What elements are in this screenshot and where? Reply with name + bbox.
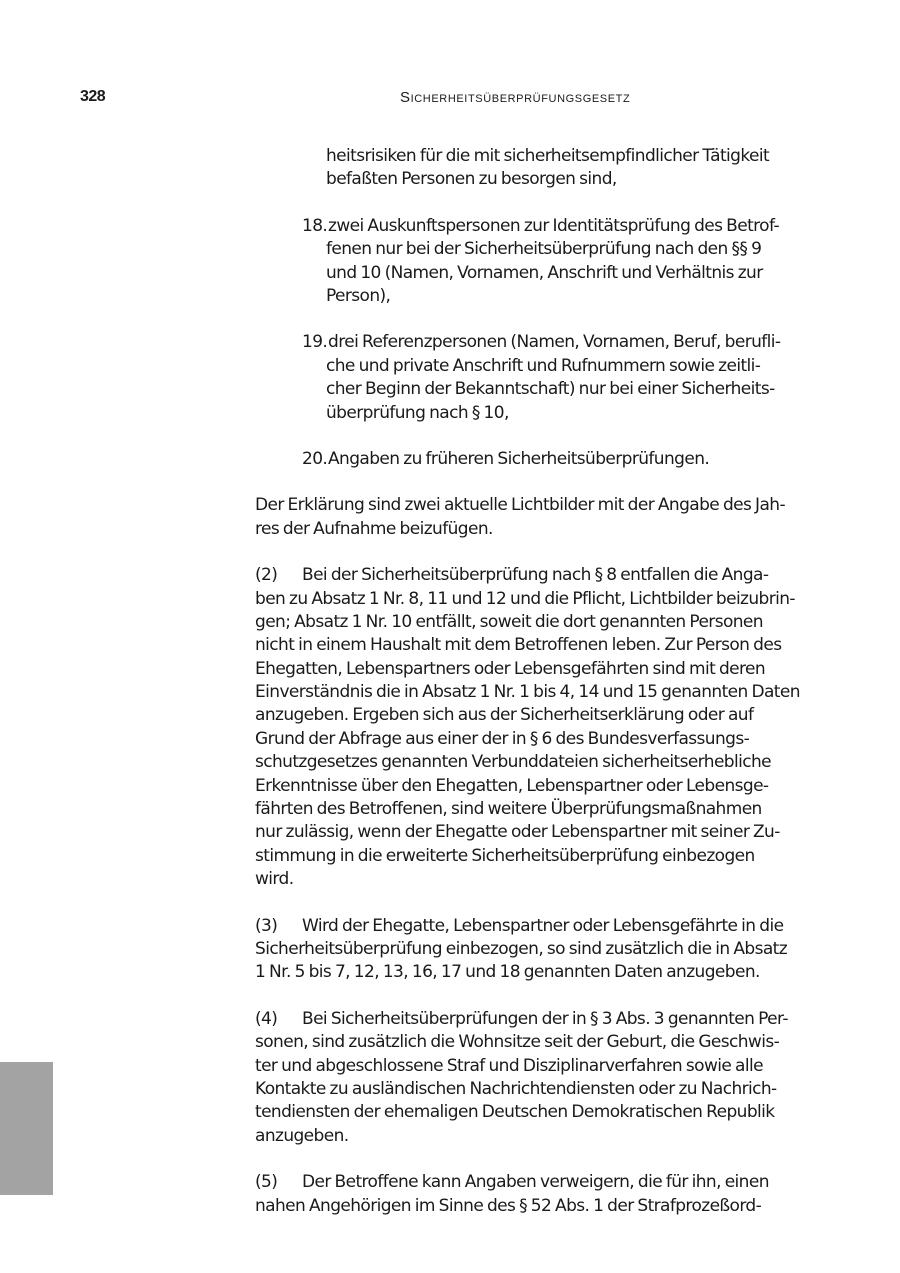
text-line: gen; Absatz 1 Nr. 10 entfällt, soweit die dort genannten Personen [255, 611, 763, 632]
closing-sentence [255, 494, 811, 541]
text-line: wird. [255, 869, 294, 890]
paragraph-label: (4) [255, 1008, 278, 1029]
text-line: cher Beginn der Bekanntschaft) nur bei einer Sicherheits- [326, 379, 775, 400]
text-line: Kontakte zu ausländischen Nachrichtendiensten oder zu Nachrich- [255, 1078, 777, 1099]
text-line: Angaben zu früheren Sicherheitsüberprüfungen. [328, 448, 710, 469]
text-line: Ehegatten, Lebenspartners oder Lebensgefährten sind mit deren [255, 658, 766, 679]
text-line: tendiensten der ehemaligen Deutschen Demokratischen Republik [255, 1102, 775, 1123]
text-line: ben zu Absatz 1 Nr. 8, 11 und 12 und die Pflicht, Lichtbilder beizubrin- [255, 588, 795, 609]
list-item-19 [255, 331, 811, 354]
body-text [255, 145, 811, 1218]
text-line: Der Erklärung sind zwei aktuelle Lichtbilder mit der Angabe des Jah- [255, 495, 785, 516]
list-item-20 [255, 448, 811, 471]
text-line: Einverständnis die in Absatz 1 Nr. 1 bis 4, 14 und 15 genannten Daten [255, 682, 800, 703]
text-line: stimmung in die erweiterte Sicherheitsüberprüfung einbezogen [255, 845, 755, 866]
paragraph-5 [255, 1171, 811, 1218]
text-line: Bei der Sicherheitsüberprüfung nach § 8 entfallen die Anga- [302, 565, 769, 586]
text-line: fenen nur bei der Sicherheitsüberprüfung nach den §§ 9 [326, 239, 762, 260]
paragraph-label: (2) [255, 565, 278, 586]
text-line: Der Betroffene kann Angaben verweigern, die für ihn, einen [302, 1172, 769, 1193]
text-line: schutzgesetzes genannten Verbunddateien sicherheitserhebliche [255, 752, 772, 773]
list-item-number: 19. [302, 332, 328, 353]
continuation-block [255, 145, 811, 192]
running-title: Sicherheitsüberprüfungsgesetz [400, 89, 631, 106]
text-line: drei Referenzpersonen (Namen, Vornamen, Beruf, berufli- [328, 332, 781, 353]
paragraph-label: (5) [255, 1172, 278, 1193]
text-line: heitsrisiken für die mit sicherheitsempfindlicher Tätigkeit [326, 146, 770, 166]
text-line: Bei Sicherheitsüberprüfungen der in § 3 Abs. 3 genannten Per- [302, 1008, 788, 1029]
text-line: anzugeben. Ergeben sich aus der Sicherheitserklärung oder auf [255, 705, 754, 726]
list-item-number: 18. [302, 215, 328, 236]
text-line: Sicherheitsüberprüfung einbezogen, so sind zusätzlich die in Absatz [255, 938, 788, 959]
text-line: 1 Nr. 5 bis 7, 12, 13, 16, 17 und 18 genannten Daten anzugeben. [255, 962, 760, 983]
text-line: überprüfung nach § 10, [326, 402, 509, 423]
thumb-index-tab [0, 1062, 53, 1195]
text-line: und 10 (Namen, Vornamen, Anschrift und Verhältnis zur [326, 262, 763, 283]
list-item-number: 20. [302, 448, 328, 469]
text-line: nahen Angehörigen im Sinne des § 52 Abs. 1 der Strafprozeßord- [255, 1195, 762, 1216]
text-line: zwei Auskunftspersonen zur Identitätsprüfung des Betrof- [328, 215, 779, 236]
text-line: che und private Anschrift und Rufnummern sowie zeitli- [326, 355, 761, 376]
text-line: fährten des Betroffenen, sind weitere Überprüfungsmaßnahmen [255, 799, 762, 820]
text-line: anzugeben. [255, 1125, 349, 1146]
text-line: Person), [326, 285, 391, 306]
text-line: res der Aufnahme beizufügen. [255, 518, 493, 539]
text-line: Wird der Ehegatte, Lebenspartner oder Lebensgefährte in die [302, 915, 784, 936]
list-item-18 [255, 215, 811, 238]
paragraph-3 [255, 915, 811, 985]
paragraph-4 [255, 1008, 811, 1148]
page-number: 328 [80, 88, 106, 105]
text-line: nur zulässig, wenn der Ehegatte oder Lebenspartner mit seiner Zu- [255, 822, 780, 843]
text-line: Grund der Abfrage aus einer der in § 6 des Bundesverfassungs- [255, 728, 750, 749]
text-line: Erkenntnisse über den Ehegatten, Lebenspartner oder Lebensge- [255, 775, 769, 796]
paragraph-label: (3) [255, 915, 278, 936]
text-line: ter und abgeschlossene Straf und Disziplinarverfahren sowie alle [255, 1055, 763, 1076]
text-line: nicht in einem Haushalt mit dem Betroffenen leben. Zur Person des [255, 635, 782, 656]
text-line: sonen, sind zusätzlich die Wohnsitze seit der Geburt, die Geschwis- [255, 1032, 780, 1053]
paragraph-2 [255, 564, 811, 891]
text-line: befaßten Personen zu besorgen sind, [326, 169, 617, 190]
